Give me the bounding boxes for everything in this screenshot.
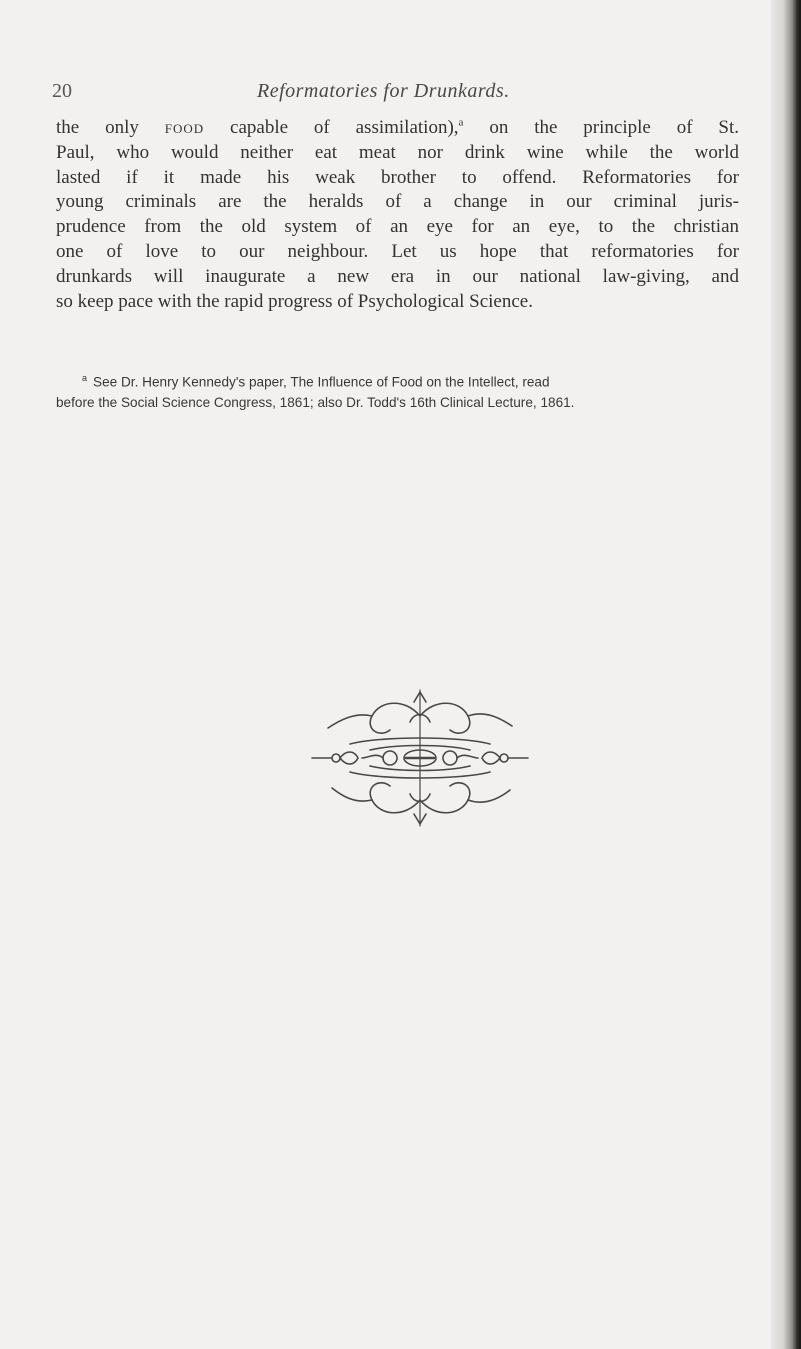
footnote-line-2: before the Social Science Congress, 1861; also Dr. Todd's 16th Clinical Lecture, 1861.	[56, 394, 575, 410]
body-line-5: prudence from the old system of an eye for an eye, to the christian	[56, 216, 739, 238]
body-line-8: so keep pace with the rapid progress of Psychological Science.	[56, 290, 533, 312]
body-line-3: lasted if it made his weak brother to offend. Reformatories for	[56, 166, 739, 188]
body-line-6: one of love to our neighbour. Let us hope that reformatories for	[56, 240, 739, 262]
footnote-line-1: $^a$ See Dr. Henry Kennedy's paper, The Influence of Food on the Intellect, read	[82, 373, 550, 390]
small-caps-word: food	[164, 117, 205, 138]
body-line-2: Paul, who would neither eat meat nor drink wine while the world	[56, 141, 739, 163]
body-line-4: young criminals are the heralds of a change in our criminal juris-	[56, 191, 739, 213]
body-line-7: drunkards will inaugurate a new era in our national law-giving, and	[56, 265, 739, 287]
page-gutter-shadow	[771, 0, 801, 1349]
footnote-mark: a	[82, 373, 88, 383]
body-paragraph	[56, 116, 739, 314]
body-line-1: the only food capable of assimilation),$^a$ on the principle of St.	[56, 116, 739, 138]
running-title: Reformatories for Drunkards.	[257, 80, 510, 102]
footnote	[56, 368, 739, 413]
running-head	[52, 80, 742, 106]
page-number: 20	[52, 80, 72, 102]
scroll-ornament-icon	[310, 688, 530, 828]
footnote-reference: a	[458, 116, 464, 129]
